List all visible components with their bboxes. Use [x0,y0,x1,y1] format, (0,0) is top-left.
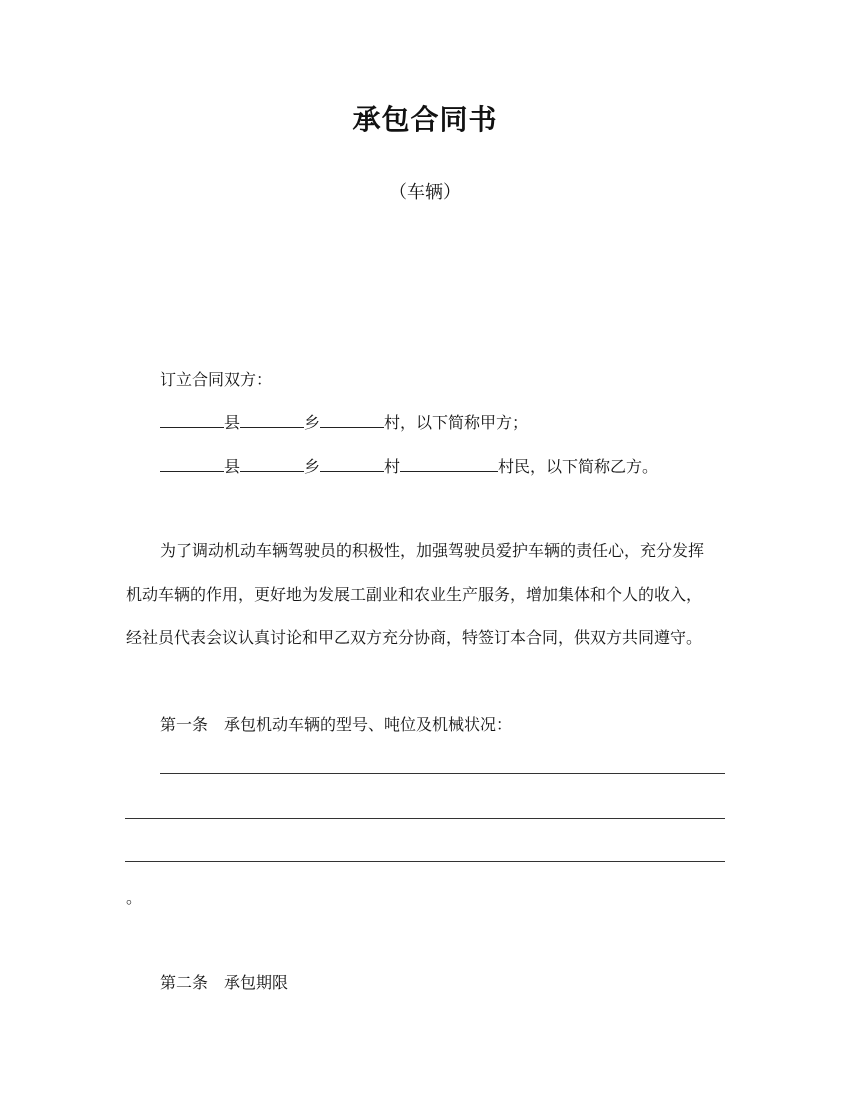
document-subtitle: （车辆） [389,182,461,203]
village-label: 村 [384,457,401,476]
party-a-line [160,410,528,435]
blank-field [320,410,384,428]
township-label: 乡 [304,413,321,432]
article-2-heading: 第二条 承包期限 [160,973,289,992]
preamble-line: 为了调动机动车辆驾驶员的积极性，加强驾驶员爱护车辆的责任心，充分发挥 [160,541,705,560]
party-b-line [160,454,658,479]
villager-label: 村民，以下简称乙方。 [498,457,659,476]
preamble-line: 机动车辆的作用，更好地为发展工副业和农业生产服务，增加集体和个人的收入， [126,585,703,604]
fill-in-line [125,861,725,862]
fill-in-line [160,773,725,774]
blank-field [400,454,498,472]
blank-field [240,410,304,428]
article-1-heading: 第一条 承包机动车辆的型号、吨位及机械状况： [160,715,513,734]
preamble-line: 经社员代表会议认真讨论和甲乙双方充分协商，特签订本合同，供双方共同遵守。 [126,628,703,647]
parties-heading: 订立合同双方： [160,370,273,389]
county-label: 县 [224,457,241,476]
article-1-end-mark: 。 [126,888,143,907]
blank-field [160,410,224,428]
village-label: 村，以下简称甲方； [384,413,529,432]
blank-field [160,454,224,472]
blank-field [320,454,384,472]
county-label: 县 [224,413,241,432]
document-title: 承包合同书 [352,103,498,136]
blank-field [240,454,304,472]
fill-in-line [125,818,725,819]
township-label: 乡 [304,457,321,476]
